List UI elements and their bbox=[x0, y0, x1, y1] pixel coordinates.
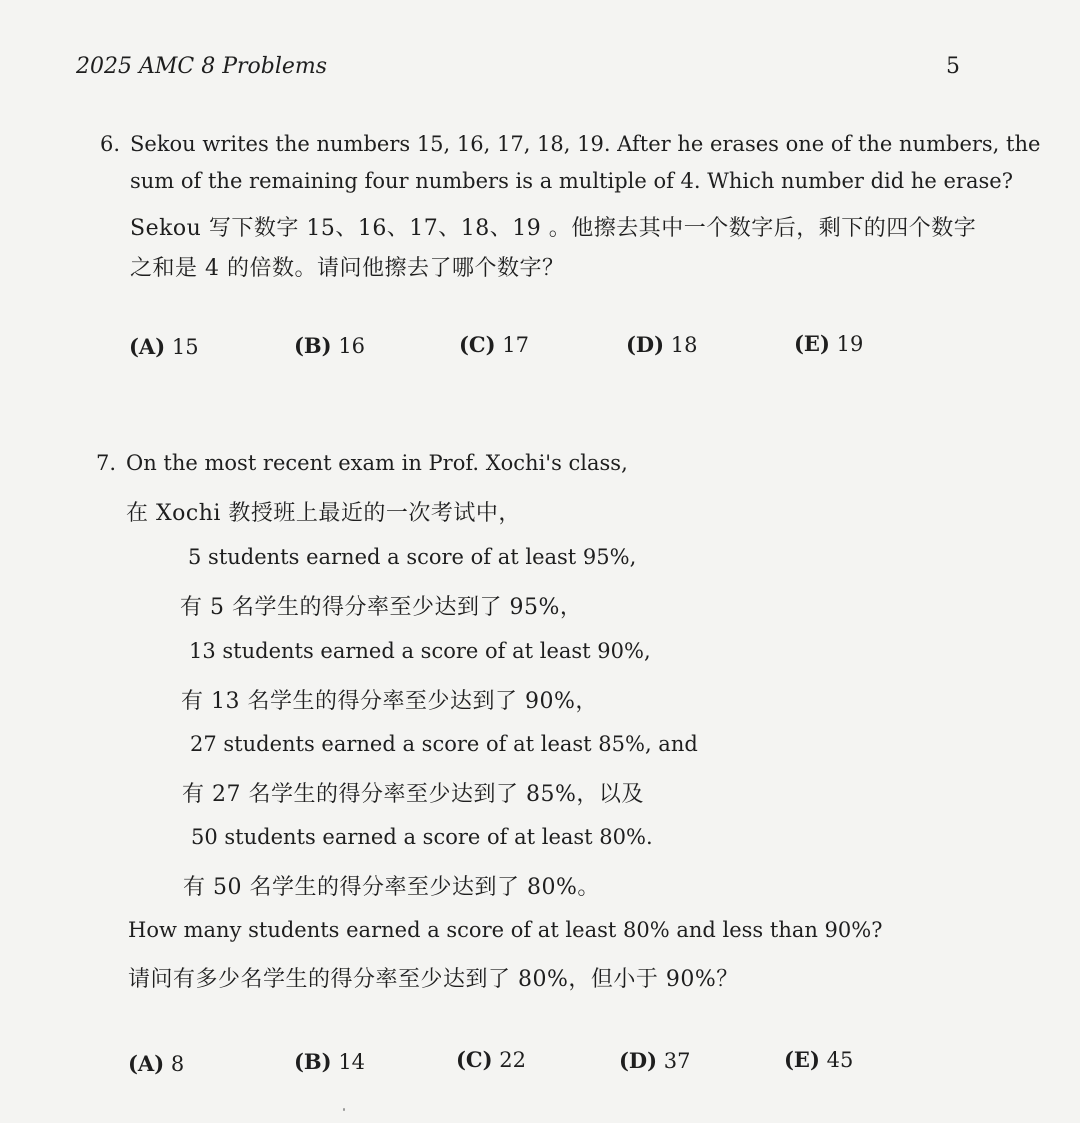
problem-7-choice-d: (D) 37 bbox=[619, 1048, 691, 1073]
problem-6-text-en-2: sum of the remaining four numbers is a multiple of 4. Which number did he erase? bbox=[130, 169, 1013, 193]
problem-7-number: 7. bbox=[96, 451, 117, 475]
problem-7-item-2-en: 13 students earned a score of at least 90%, bbox=[189, 639, 651, 663]
problem-7-item-1-zh: 有 5 名学生的得分率至少达到了 95%， bbox=[180, 595, 583, 620]
problem-7-question-en: How many students earned a score of at least 80% and less than 90%? bbox=[128, 918, 883, 942]
problem-6-choice-d: (D) 18 bbox=[626, 332, 698, 357]
problem-7-item-3-en: 27 students earned a score of at least 85%, and bbox=[190, 732, 698, 756]
problem-6-choice-a: (A) 15 bbox=[129, 334, 199, 359]
problem-7-question-zh: 请问有多少名学生的得分率至少达到了 80%，但小于 90%？ bbox=[128, 967, 739, 992]
problem-7-item-4-zh: 有 50 名学生的得分率至少达到了 80%。 bbox=[183, 875, 600, 900]
problem-7-intro-zh: 在 Xochi 教授班上最近的一次考试中， bbox=[126, 501, 521, 526]
problem-7-choice-b: (B) 14 bbox=[294, 1049, 366, 1074]
problem-6-choice-e: (E) 19 bbox=[794, 331, 864, 356]
problem-6-text-zh-2: 之和是 4 的倍数。请问他擦去了哪个数字？ bbox=[130, 256, 565, 281]
problem-7-choice-e: (E) 45 bbox=[784, 1047, 854, 1072]
problem-7-item-1-en: 5 students earned a score of at least 95%, bbox=[188, 545, 637, 569]
problem-6-text-en-1: Sekou writes the numbers 15, 16, 17, 18, 19. After he erases one of the numbers, the bbox=[130, 132, 1041, 156]
problem-7-item-4-en: 50 students earned a score of at least 80%. bbox=[191, 825, 653, 849]
problem-7-item-2-zh: 有 13 名学生的得分率至少达到了 90%， bbox=[181, 689, 598, 714]
page-number: 5 bbox=[946, 54, 960, 79]
paper-speck bbox=[343, 1108, 345, 1111]
problem-6-text-zh-1: Sekou 写下数字 15、16、17、18、19 。他擦去其中一个数字后，剩下的四个数字 bbox=[130, 216, 977, 241]
problem-7-intro-en: On the most recent exam in Prof. Xochi's class, bbox=[126, 451, 628, 475]
problem-6-choice-b: (B) 16 bbox=[294, 333, 366, 358]
header-title: 2025 AMC 8 Problems bbox=[76, 54, 328, 79]
problem-7-item-3-zh: 有 27 名学生的得分率至少达到了 85%，以及 bbox=[182, 782, 644, 807]
problem-6-number: 6. bbox=[100, 132, 121, 156]
problem-7-choice-a: (A) 8 bbox=[128, 1051, 185, 1076]
problem-6-choice-c: (C) 17 bbox=[459, 332, 530, 357]
problem-7-choice-c: (C) 22 bbox=[456, 1047, 527, 1072]
